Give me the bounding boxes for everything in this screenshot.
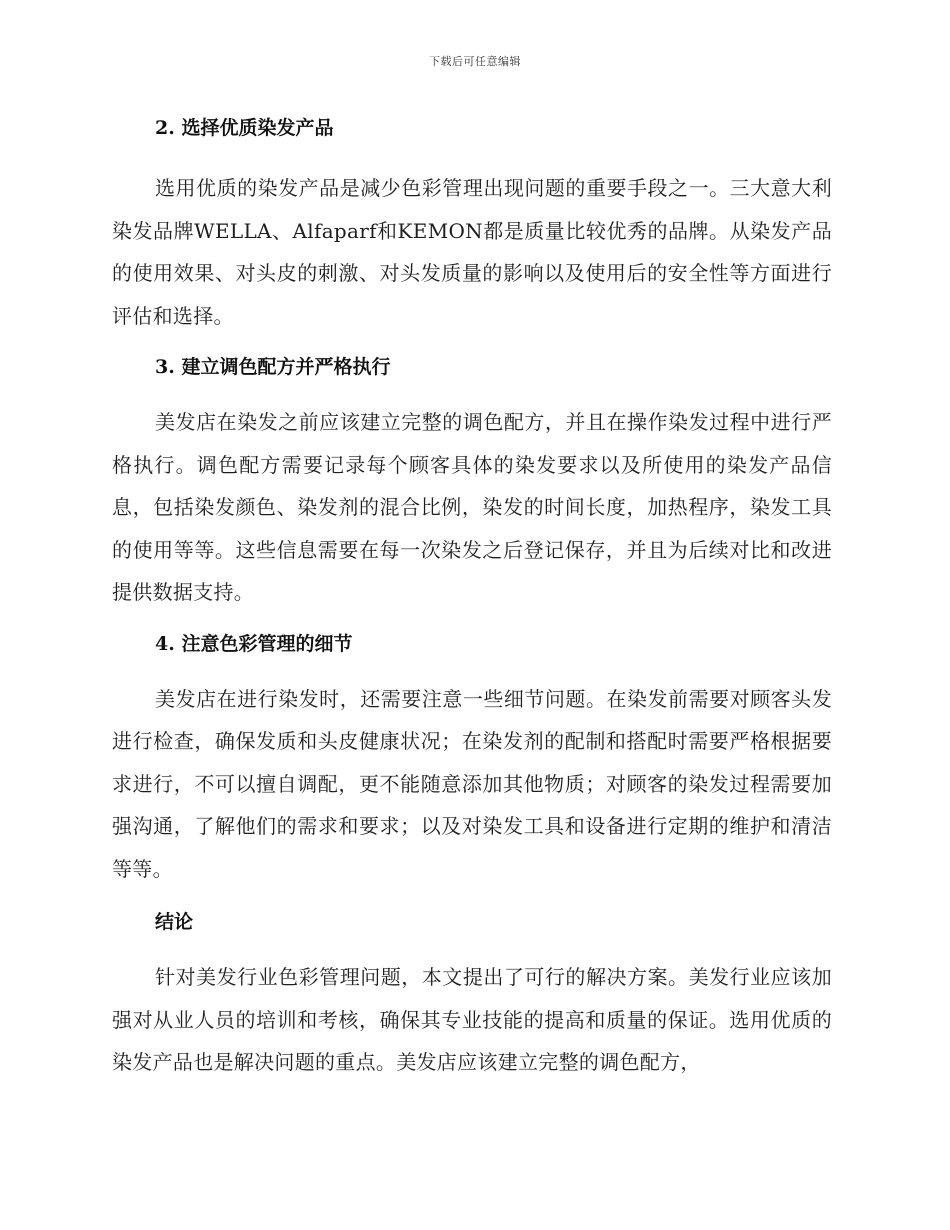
section-heading: 2. 选择优质染发产品 (155, 117, 334, 139)
section-heading: 4. 注意色彩管理的细节 (155, 632, 353, 655)
section-paragraph: 美发店在染发之前应该建立完整的调色配方，并且在操作染发过程中进行严格执行。调色配方需要记录每个顾客具体的染发要求以及所使用的染发产品信息，包括染发颜色、染发剂的混合比例，染发的时间长度，加热程序，染发工具的使用等等。这些信息需要在每一次染发之后登记保存，并且为后续对比和改进提供数据支持。 (112, 410, 832, 604)
header-note: 下载后可任意编辑 (429, 55, 521, 68)
section-heading: 3. 建立调色配方并严格执行 (155, 356, 391, 378)
conclusion-heading: 结论 (155, 911, 194, 933)
section-paragraph: 选用优质的染发产品是减少色彩管理出现问题的重要手段之一。三大意大利染发品牌WELLA、Alfaparf和KEMON都是质量比较优秀的品牌。从染发产品的使用效果、对头皮的刺激、对头发质量的影响以及使用后的安全性等方面进行评估和选择。 (112, 176, 832, 328)
conclusion-paragraph: 针对美发行业色彩管理问题，本文提出了可行的解决方案。美发行业应该加强对从业人员的培训和考核，确保其专业技能的提高和质量的保证。选用优质的染发产品也是解决问题的重点。美发店应该建立完整的调色配方， (112, 965, 832, 1074)
document-body (112, 108, 832, 1084)
section-paragraph: 美发店在进行染发时，还需要注意一些细节问题。在染发前需要对顾客头发进行检查，确保发质和头皮健康状况；在染发剂的配制和搭配时需要严格根据要求进行，不可以擅自调配，更不能随意添加其他物质；对顾客的染发过程需要加强沟通，了解他们的需求和要求；以及对染发工具和设备进行定期的维护和清洁等等。 (112, 686, 832, 881)
